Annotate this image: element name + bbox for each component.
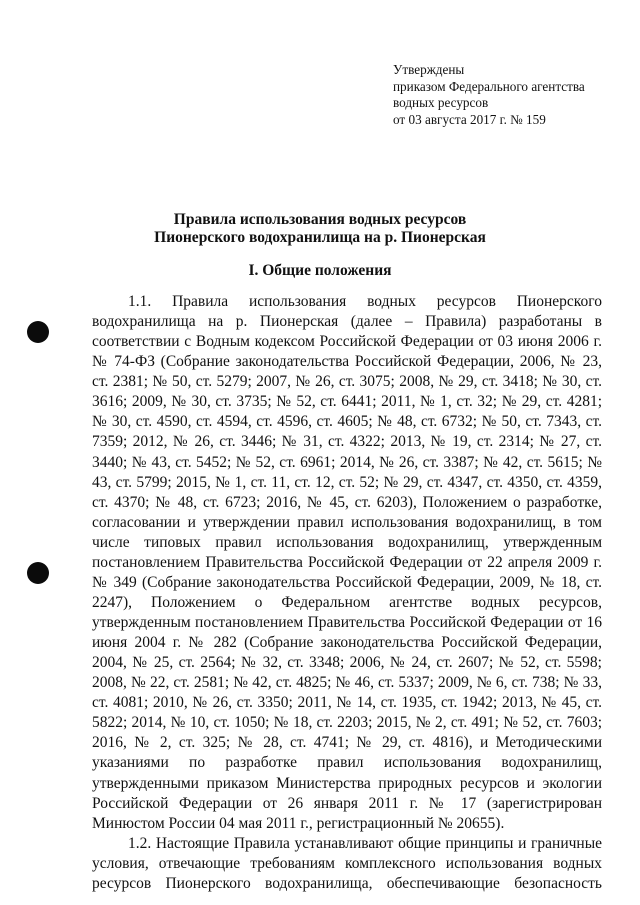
paragraph: 1.2. Настоящие Правила устанавливают общие принципы и граничные условия, отвечающие требованиям комплексного использования водных ресурсов Пионерского водохранилища, обеспечивающие безопасность bbox=[92, 834, 602, 892]
paragraph: 1.1. Правила использования водных ресурсов Пионерского водохранилища на р. Пионерская (далее – Правила) разработаны в соответствии с Водным кодексом Российской Федерации от 03 июня 2006 г. № 74-ФЗ (Собрание законодательства Российской Федерации, 2006, № 23, ст. 2381; № 50, ст. 5279; 2007, № 26, ст. 3075; 2008, № 29, ст. 3418; № 30, ст. 3616; 2009, № 30, ст. 3735; № 52, ст. 6441; 2011, № 1, ст. 32; № 29, ст. 4281; № 30, ст. 4590, ст. 4594, ст. 4596, ст. 4605; № 48, ст. 6732; № 50, ст. 7343, ст. 7359; 2012, № 26, ст. 3446; № 31, ст. 4322; 2013, № 19, ст. 2314; № 27, ст. 3440; № 43, ст. 5452; № 52, ст. 6961; 2014, № 26, ст. 3387; № 42, ст. 5615; № 43, ст. 5799; 2015, № 1, ст. 11, ст. 12, ст. 52; № 29, ст. 4347, ст. 4350, ст. 4359, ст. 4370; № 48, ст. 6723; 2016, № 45, ст. 6203), Положением о разработке, согласовании и утверждении правил использования водохранилищ, в том числе типовых правил использования водохранилищ, утвержденным постановлением Правительства Российской Федерации от 22 апреля 2009 г. № 349 (Собрание законодательства Российской Федерации, 2009, № 18, ст. 2247), Положением о Федеральном агентстве водных ресурсов, утвержденным постановлением Правительства Российской Федерации от 16 июня 2004 г. № 282 (Собрание законодательства Российской Федерации, 2004, № 25, ст. 2564; № 32, ст. 3348; 2006, № 24, ст. 2607; № 52, ст. 5598; 2008, № 22, ст. 2581; № 42, ст. 4825; № 46, ст. 5337; 2009, № 6, ст. 738; № 33, ст. 4081; 2010, № 26, ст. 3350; 2011, № 14, ст. 1935, ст. 1942; 2013, № 45, ст. 5822; 2014, № 10, ст. 1050; № 18, ст. 2203; 2015, № 2, ст. 491; № 52, ст. 7603; 2016, № 2, ст. 325; № 28, ст. 4741; № 29, ст. 4816), и Методическими указаниями по разработке правил использования водохранилищ, утвержденными приказом Министерства природных ресурсов и экологии Российской Федерации от 26 января 2011 г. № 17 (зарегистрирован Минюстом России 04 мая 2011 г., регистрационный № 20655). bbox=[92, 293, 602, 832]
document-title-line: Пионерского водохранилища на р. Пионерская bbox=[154, 228, 486, 246]
punch-hole-upper bbox=[27, 321, 49, 343]
punch-hole-lower bbox=[27, 562, 49, 584]
document-body bbox=[92, 292, 602, 894]
section-heading: I. Общие положения bbox=[248, 262, 392, 279]
approval-line: от 03 августа 2017 г. № 159 bbox=[393, 111, 546, 127]
document-title-line: Правила использования водных ресурсов bbox=[173, 211, 467, 228]
approval-stamp bbox=[393, 62, 585, 128]
document-title bbox=[0, 211, 640, 246]
approval-line: Утверждены bbox=[393, 62, 465, 77]
approval-line: приказом Федерального агентства bbox=[393, 78, 585, 94]
approval-line: водных ресурсов bbox=[393, 95, 489, 110]
